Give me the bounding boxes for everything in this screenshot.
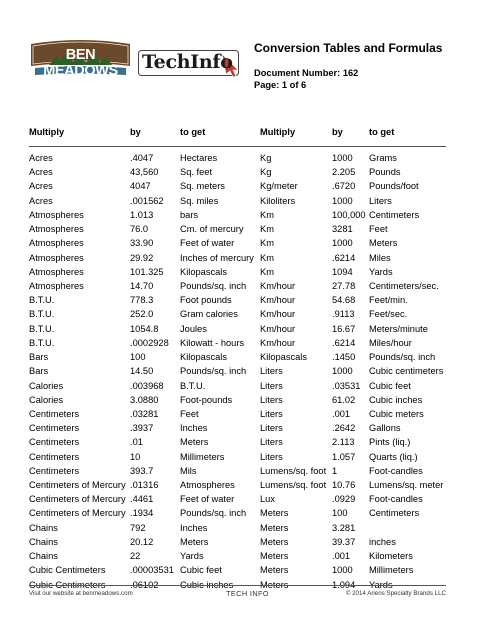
cell-multiply: Acres — [29, 153, 53, 163]
cell-multiply: Centimeters — [29, 408, 80, 419]
cell-multiply: Atmospheres — [29, 238, 84, 249]
table-row — [0, 294, 495, 308]
cell-by: 4047 — [130, 181, 151, 192]
cell-multiply-2: Km — [260, 238, 274, 249]
cell-by-2: 3.281 — [332, 522, 356, 533]
table-row — [0, 536, 495, 550]
cell-multiply-2: Meters — [260, 551, 289, 562]
cell-by-2: 10.76 — [332, 480, 356, 491]
cell-multiply: Centimeters — [29, 451, 80, 462]
conversion-table — [0, 152, 495, 593]
cell-by-2: .6720 — [332, 181, 356, 192]
cell-to-get: Feet of water — [180, 494, 235, 505]
cell-by: 14.50 — [130, 366, 154, 377]
cell-by: 393.7 — [130, 465, 154, 476]
table-row — [0, 280, 495, 294]
cell-by-2: .1450 — [332, 352, 356, 363]
table-row — [0, 237, 495, 251]
footer-copyright: © 2014 Ariens Specialty Brands LLC — [345, 590, 446, 597]
cell-by: 778.3 — [130, 295, 154, 306]
cell-to-get: Joules — [180, 323, 207, 334]
cell-by-2: 61.02 — [332, 394, 356, 405]
table-row — [0, 465, 495, 479]
cell-by: .01316 — [130, 480, 159, 491]
cell-by: 3.0880 — [130, 394, 159, 405]
column-header-by: by — [130, 127, 141, 137]
ben-meadows-logo-text: BEN MEADOWS — [43, 47, 118, 79]
cell-by-2: .0929 — [332, 494, 356, 505]
table-row — [0, 422, 495, 436]
cell-by: .03281 — [130, 408, 159, 419]
footer-divider — [29, 585, 446, 586]
cell-to-get-2: Cubic inches — [369, 394, 423, 405]
table-row — [0, 507, 495, 521]
cell-multiply: Acres — [29, 195, 53, 206]
cell-by-2: 1 — [332, 465, 338, 476]
column-header-to-get-2: to get — [369, 127, 395, 137]
cell-by-2: .6214 — [332, 337, 356, 348]
cell-multiply: Centimeters of Mercury — [29, 494, 126, 505]
cell-to-get: Cm. of mercury — [180, 224, 244, 235]
cell-to-get: Cubic feet — [180, 565, 222, 576]
cell-to-get-2: Feet/sec. — [369, 309, 408, 320]
cell-by-2: 1.057 — [332, 451, 356, 462]
table-row — [0, 308, 495, 322]
header-divider — [29, 146, 446, 147]
footer-website: Visit our website at benmeadows.com — [29, 590, 133, 597]
table-row — [0, 195, 495, 209]
cell-multiply: Bars — [29, 366, 49, 377]
cell-to-get: B.T.U. — [180, 380, 206, 391]
cell-to-get-2: Centimeters/sec. — [369, 280, 439, 291]
cell-to-get: Foot-pounds — [180, 394, 233, 405]
table-row — [0, 351, 495, 365]
cell-by: .01 — [130, 437, 143, 448]
cell-by: 100 — [130, 352, 146, 363]
cell-by-2: .03531 — [332, 380, 361, 391]
cell-multiply-2: Lumens/sq. foot — [260, 480, 327, 491]
cell-to-get-2: Gallons — [369, 423, 401, 434]
cell-multiply: Atmospheres — [29, 252, 84, 263]
cell-multiply: Atmospheres — [29, 209, 84, 220]
cell-multiply: Cubic Centimeters — [29, 565, 106, 576]
cell-by: .001562 — [130, 195, 164, 206]
cell-by-2: 16.67 — [332, 323, 356, 334]
cell-to-get-2: Cubic feet — [369, 380, 411, 391]
cell-to-get: Sq. feet — [180, 167, 213, 178]
cell-to-get-2: Centimeters — [369, 209, 420, 220]
table-row — [0, 252, 495, 266]
cell-to-get: Atmospheres — [180, 480, 235, 491]
cell-by: .0002928 — [130, 337, 169, 348]
cell-by: .4047 — [130, 153, 154, 163]
cell-to-get: Sq. miles — [180, 195, 219, 206]
cell-multiply-2: Liters — [260, 380, 283, 391]
table-row — [0, 436, 495, 450]
cell-multiply: Chains — [29, 551, 58, 562]
cell-by-2: 2.205 — [332, 167, 356, 178]
cell-multiply-2: Liters — [260, 451, 283, 462]
table-row — [0, 323, 495, 337]
cell-to-get-2: Meters — [369, 238, 398, 249]
cell-to-get: Pounds/sq. inch — [180, 280, 247, 291]
cell-to-get: Meters — [180, 536, 209, 547]
cell-to-get-2: Lumens/sq. meter — [369, 480, 444, 491]
cell-to-get: Kilowatt - hours — [180, 337, 245, 348]
cell-multiply: B.T.U. — [29, 323, 55, 334]
table-row — [0, 223, 495, 237]
cell-multiply-2: Lumens/sq. foot — [260, 465, 327, 476]
cell-by: 252.0 — [130, 309, 154, 320]
cell-to-get-2: Cubic centimeters — [369, 366, 444, 377]
cell-to-get-2: Cubic meters — [369, 408, 424, 419]
cell-to-get: Inches — [180, 522, 208, 533]
cell-by-2: 1000 — [332, 366, 353, 377]
cell-multiply-2: Meters — [260, 579, 289, 590]
tech-info-logo-info: Info — [190, 51, 233, 73]
cell-by-2: .9113 — [332, 309, 355, 320]
cell-by-2: .2642 — [332, 423, 356, 434]
cell-to-get-2: Liters — [369, 195, 392, 206]
cell-to-get-2: Yards — [369, 266, 393, 277]
table-row — [0, 209, 495, 223]
cell-to-get-2: Centimeters — [369, 508, 420, 519]
cell-to-get: Mils — [180, 465, 197, 476]
cell-to-get: Foot pounds — [180, 295, 232, 306]
cell-multiply-2: Meters — [260, 565, 289, 576]
cell-to-get: Kilopascals — [180, 266, 228, 277]
cell-by: 29.92 — [130, 252, 154, 263]
cell-by-2: .001 — [332, 551, 351, 562]
cell-by-2: 1094 — [332, 266, 353, 277]
table-row — [0, 337, 495, 351]
cell-multiply: Centimeters — [29, 437, 80, 448]
cell-to-get: Feet — [180, 408, 199, 419]
cell-multiply: Centimeters of Mercury — [29, 508, 126, 519]
cell-to-get: Pounds/sq. inch — [180, 366, 247, 377]
cell-multiply-2: Kg/meter — [260, 181, 298, 192]
cell-multiply: Chains — [29, 536, 58, 547]
cell-to-get-2: Kilometers — [369, 551, 413, 562]
cell-to-get: Inches of mercury — [180, 252, 254, 263]
cell-by: .3937 — [130, 423, 154, 434]
cell-by: 20.12 — [130, 536, 154, 547]
cell-multiply-2: Km/hour — [260, 295, 296, 306]
footer-tech-info: TECH INFO — [226, 589, 269, 598]
table-row — [0, 166, 495, 180]
cell-multiply-2: Lux — [260, 494, 275, 505]
cell-multiply: Acres — [29, 181, 53, 192]
cell-to-get-2: Feet/min. — [369, 295, 408, 306]
table-row — [0, 365, 495, 379]
tech-info-logo — [138, 50, 243, 78]
cell-multiply-2: Km — [260, 252, 274, 263]
table-row — [0, 394, 495, 408]
column-header-to-get: to get — [180, 127, 206, 137]
cell-multiply-2: Kg — [260, 167, 272, 178]
cell-to-get: Millimeters — [180, 451, 225, 462]
cell-multiply-2: Liters — [260, 394, 283, 405]
cell-multiply-2: Kg — [260, 153, 272, 163]
cell-multiply-2: Km/hour — [260, 280, 296, 291]
cell-by: 1.013 — [130, 209, 154, 220]
cell-multiply-2: Km/hour — [260, 309, 296, 320]
table-row — [0, 451, 495, 465]
cell-by-2: 39.37 — [332, 536, 356, 547]
cell-to-get-2: Feet — [369, 224, 388, 235]
cell-by-2: .6214 — [332, 252, 356, 263]
cell-by: 76.0 — [130, 224, 149, 235]
cell-by: 792 — [130, 522, 146, 533]
cell-to-get-2: Grams — [369, 153, 397, 163]
cell-multiply-2: Meters — [260, 522, 289, 533]
cell-to-get-2: inches — [369, 536, 396, 547]
cell-multiply: B.T.U. — [29, 309, 55, 320]
cell-to-get: Yards — [180, 551, 204, 562]
cell-to-get: bars — [180, 209, 199, 220]
cell-to-get-2: Miles/hour — [369, 337, 412, 348]
table-row — [0, 522, 495, 536]
cell-by-2: 100,000 — [332, 209, 366, 220]
cell-multiply-2: Liters — [260, 408, 283, 419]
cell-multiply: Atmospheres — [29, 280, 84, 291]
cell-to-get-2: Miles — [369, 252, 391, 263]
cell-multiply: Chains — [29, 522, 58, 533]
cell-multiply: Calories — [29, 394, 64, 405]
cell-multiply-2: Liters — [260, 437, 283, 448]
column-header-multiply-2: Multiply — [260, 127, 296, 137]
table-row — [0, 479, 495, 493]
cell-multiply-2: Kilopascals — [260, 352, 308, 363]
cell-to-get-2: Millimeters — [369, 565, 414, 576]
cell-by: 10 — [130, 451, 141, 462]
table-row — [0, 550, 495, 564]
cell-by: .00003531 — [130, 565, 174, 576]
cell-to-get-2: Pounds — [369, 167, 401, 178]
cell-multiply: Centimeters of Mercury — [29, 480, 126, 491]
table-row — [0, 380, 495, 394]
cell-by-2: 2.113 — [332, 437, 355, 448]
cell-by: 14.70 — [130, 280, 154, 291]
cell-by-2: 1000 — [332, 238, 353, 249]
cell-by: .06102 — [130, 579, 159, 590]
cell-to-get-2: Pounds/foot — [369, 181, 419, 192]
tech-info-logo-tech: Tech — [142, 51, 191, 73]
page-indicator: Page: 1 of 6 — [254, 80, 307, 90]
cell-by-2: 1000 — [332, 195, 353, 206]
table-row — [0, 564, 495, 578]
cell-multiply-2: Km/hour — [260, 337, 296, 348]
table-row — [0, 408, 495, 422]
cell-by: .1934 — [130, 508, 154, 519]
cell-to-get-2: Foot-candles — [369, 465, 423, 476]
cell-by-2: 27.78 — [332, 280, 356, 291]
cell-by: 22 — [130, 551, 141, 562]
cell-multiply: B.T.U. — [29, 295, 55, 306]
document-title: Conversion Tables and Formulas — [254, 41, 443, 55]
cell-multiply: Cubic Centimeters — [29, 579, 106, 590]
cell-by-2: .001 — [332, 408, 351, 419]
ben-meadows-logo — [29, 38, 132, 78]
cell-to-get: Gram calories — [180, 309, 238, 320]
table-row — [0, 493, 495, 507]
column-header-multiply: Multiply — [29, 127, 65, 137]
cell-to-get-2: Meters/minute — [369, 323, 428, 334]
cell-by: .4461 — [130, 494, 154, 505]
cell-by: 101.325 — [130, 266, 164, 277]
cell-by: 33.90 — [130, 238, 154, 249]
cell-to-get: Kilopascals — [180, 352, 228, 363]
tech-info-logo-text — [142, 51, 233, 73]
cell-to-get-2: Foot-candles — [369, 494, 423, 505]
table-row — [0, 180, 495, 194]
cell-to-get-2: Yards — [369, 579, 393, 590]
cell-multiply-2: Liters — [260, 366, 283, 377]
cell-by: 43,560 — [130, 167, 159, 178]
table-row — [0, 266, 495, 280]
cell-multiply: Atmospheres — [29, 266, 84, 277]
cell-multiply: Centimeters — [29, 465, 80, 476]
cell-multiply: Atmospheres — [29, 224, 84, 235]
cell-multiply: Calories — [29, 380, 64, 391]
cell-to-get: Cubic inches — [180, 579, 234, 590]
cell-multiply-2: Liters — [260, 423, 283, 434]
cell-multiply-2: Km — [260, 209, 274, 220]
cell-multiply: Bars — [29, 352, 49, 363]
cell-to-get-2: Pounds/sq. inch — [369, 352, 436, 363]
cell-multiply: Centimeters — [29, 423, 80, 434]
cell-by-2: 3281 — [332, 224, 353, 235]
cell-multiply-2: Km/hour — [260, 323, 296, 334]
cell-by-2: 1000 — [332, 153, 353, 163]
cell-to-get: Meters — [180, 437, 209, 448]
cell-to-get: Pounds/sq. inch — [180, 508, 247, 519]
cell-to-get: Hectares — [180, 153, 218, 163]
column-header-by-2: by — [332, 127, 343, 137]
cell-to-get-2: Quarts (liq.) — [369, 451, 418, 462]
cell-to-get: Feet of water — [180, 238, 235, 249]
cell-multiply-2: Kiloliters — [260, 195, 296, 206]
cell-by: .003968 — [130, 380, 164, 391]
table-row — [0, 152, 495, 166]
cell-by: 1054.8 — [130, 323, 159, 334]
cell-multiply-2: Meters — [260, 508, 289, 519]
cell-multiply-2: Km — [260, 224, 274, 235]
cell-by-2: 1.094 — [332, 579, 356, 590]
cell-by-2: 1000 — [332, 565, 353, 576]
document-number: Document Number: 162 — [254, 68, 359, 78]
cell-multiply-2: Meters — [260, 536, 289, 547]
cell-multiply: B.T.U. — [29, 337, 55, 348]
cell-multiply-2: Km — [260, 266, 274, 277]
cell-to-get: Inches — [180, 423, 208, 434]
cell-multiply: Acres — [29, 167, 53, 178]
cell-by-2: 100 — [332, 508, 348, 519]
cell-by-2: 54.68 — [332, 295, 356, 306]
cell-to-get: Sq. meters — [180, 181, 225, 192]
cell-to-get-2: Pints (liq.) — [369, 437, 411, 448]
